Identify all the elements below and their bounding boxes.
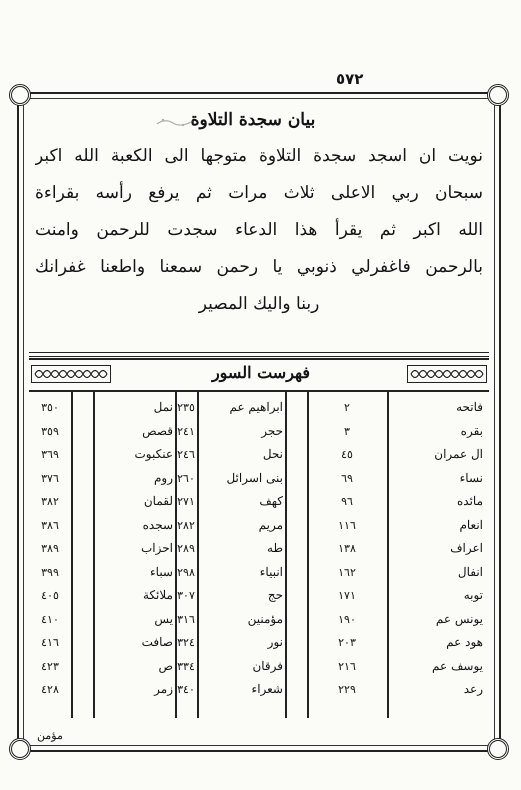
table-row: [29, 537, 489, 560]
prayer-text: [35, 138, 483, 323]
divider-line: [29, 356, 489, 357]
surah-page: ٢٣٥: [177, 401, 195, 414]
table-row: [29, 490, 489, 513]
surah-page: ٣٨٩: [41, 542, 59, 555]
surah-name: نور: [267, 635, 283, 649]
surah-page: ١٩٠: [338, 612, 356, 626]
prayer-line: ربنا واليك المصير: [198, 294, 320, 314]
surah-name: مؤمنين: [247, 611, 283, 626]
prayer-line: نويت ان اسجد سجدة التلاوة متوجها الى الكعبة الله اكبر: [35, 146, 483, 166]
surah-page: ٣٩٩: [41, 565, 59, 579]
surah-page: ٣٠٧: [177, 589, 195, 602]
divider-line: [29, 352, 489, 353]
table-row: [29, 655, 489, 678]
surah-page: ١٧١: [338, 589, 356, 602]
border-ornament: [407, 365, 487, 383]
table-row: [29, 631, 489, 654]
surah-name: يونس عم: [435, 611, 483, 626]
prayer-section: [35, 104, 483, 344]
surah-page: ٤٠٥: [41, 589, 59, 602]
surah-name: يوسف عم: [432, 658, 483, 673]
surah-page: ٢٠٣: [338, 636, 356, 649]
corner-ornament: [487, 84, 509, 106]
page-number: ٥٧٢: [336, 70, 364, 88]
surah-name: لقمان: [143, 494, 173, 508]
surah-name: سجده: [142, 517, 173, 532]
surah-page: ١٦٢: [338, 565, 356, 579]
surah-name: بقره: [460, 423, 483, 438]
surah-name: قصص: [142, 423, 173, 438]
surah-name: انعام: [459, 517, 483, 532]
surah-name: روم: [153, 470, 173, 485]
surah-name: مائده: [456, 494, 483, 508]
surah-page: ٢: [344, 401, 350, 414]
index-header: [29, 358, 489, 392]
surah-name: نمل: [153, 400, 173, 414]
surah-page: ٣٣٤: [177, 659, 195, 673]
surah-page: ٣٤٠: [177, 683, 195, 696]
surah-page: ٢٨٩: [177, 542, 195, 555]
surah-name: هود عم: [446, 635, 483, 649]
surah-page: ٢٢٩: [338, 683, 356, 696]
surah-name: شعراء: [251, 682, 283, 696]
surah-page: ٢٤٦: [177, 448, 195, 461]
stamp-mark: [155, 116, 195, 128]
table-row: [29, 678, 489, 701]
surah-page: ٣٥٠: [41, 401, 59, 414]
table-row: [29, 443, 489, 466]
surah-name: توبه: [463, 588, 483, 602]
surah-page: ٣٦٩: [41, 448, 59, 461]
surah-page: ٣٨٢: [41, 495, 59, 508]
surah-page: ٤٥: [341, 448, 353, 461]
surah-name: زمر: [154, 682, 173, 696]
surah-page: ٢٨٢: [177, 518, 195, 532]
table-row: [29, 561, 489, 584]
surah-name: رعد: [463, 682, 483, 696]
surah-name: انبياء: [259, 564, 283, 579]
surah-page: ٣٧٦: [41, 471, 59, 485]
surah-page: ٢٤١: [177, 424, 195, 438]
surah-name: نحل: [262, 447, 283, 461]
surah-name: بنى اسرائل: [226, 470, 283, 485]
surah-page: ٣: [344, 424, 350, 438]
surah-name: ال عمران: [434, 447, 483, 461]
corner-ornament: [9, 84, 31, 106]
surah-name: صافت: [141, 635, 173, 649]
surah-page: ٣٢٤: [177, 636, 195, 649]
prayer-title: بيان سجدة التلاوة: [190, 110, 316, 130]
surah-name: حجر: [261, 423, 283, 438]
table-row: [29, 467, 489, 490]
prayer-line: الله اكبر ثم يقرأ هذا الدعاء سجدت للرحمن وامنت: [35, 220, 483, 240]
surah-page: ٢١٦: [338, 659, 356, 673]
surah-page: ٢٩٨: [177, 565, 195, 579]
surah-name: حج: [267, 588, 283, 602]
surah-name: سباء: [150, 564, 173, 579]
table-row: [29, 608, 489, 631]
surah-page: ٦٩: [341, 471, 353, 485]
index-title: فهرست السور: [211, 363, 311, 382]
surah-name: ص: [158, 658, 173, 673]
prayer-line: بالرحمن فاغفرلي ذنوبي يا رحمن سمعنا واطعنا غفرانك: [35, 257, 483, 277]
corner-ornament: [487, 738, 509, 760]
surah-name: نساء: [459, 470, 483, 485]
table-row: [29, 420, 489, 443]
border-ornament: [31, 365, 111, 383]
surah-page: ٤١٠: [41, 612, 59, 626]
table-row: [29, 396, 489, 419]
surah-page: ٣١٦: [177, 612, 195, 626]
surah-name: يس: [154, 611, 173, 626]
surah-page: ١١٦: [338, 518, 356, 532]
surah-name: فرقان: [252, 658, 283, 673]
surah-name: ملائكة: [143, 588, 173, 602]
table-row: [29, 514, 489, 537]
table-row: [29, 584, 489, 607]
surah-page: ٣٨٦: [41, 518, 59, 532]
surah-page: ١٣٨: [338, 542, 356, 555]
prayer-line: سبحان ربي الاعلى ثلاث مرات ثم يرفع رأسه بقراءة: [35, 183, 483, 203]
surah-name: طه: [267, 541, 283, 555]
surah-page: ٤١٦: [41, 636, 59, 649]
surah-page: ٣٥٩: [41, 424, 59, 438]
surah-name: فاتحه: [456, 400, 483, 414]
surah-name: احزاب: [140, 541, 173, 555]
surah-name: عنكبوت: [134, 447, 173, 461]
surah-index-table: [29, 390, 489, 718]
surah-page: ٩٦: [341, 495, 353, 508]
surah-name: ابراهيم عم: [229, 400, 283, 414]
surah-page: ٢٧١: [177, 495, 195, 508]
surah-name: مريم: [258, 517, 283, 532]
page-frame: [17, 92, 501, 752]
catchword: مؤمن: [37, 729, 63, 742]
surah-name: كهف: [259, 494, 283, 508]
surah-page: ٢٦٠: [177, 471, 195, 485]
corner-ornament: [9, 738, 31, 760]
surah-name: انفال: [457, 564, 483, 579]
surah-name: اعراف: [450, 541, 483, 555]
surah-page: ٤٢٨: [41, 683, 59, 696]
surah-page: ٤٢٣: [41, 659, 59, 673]
